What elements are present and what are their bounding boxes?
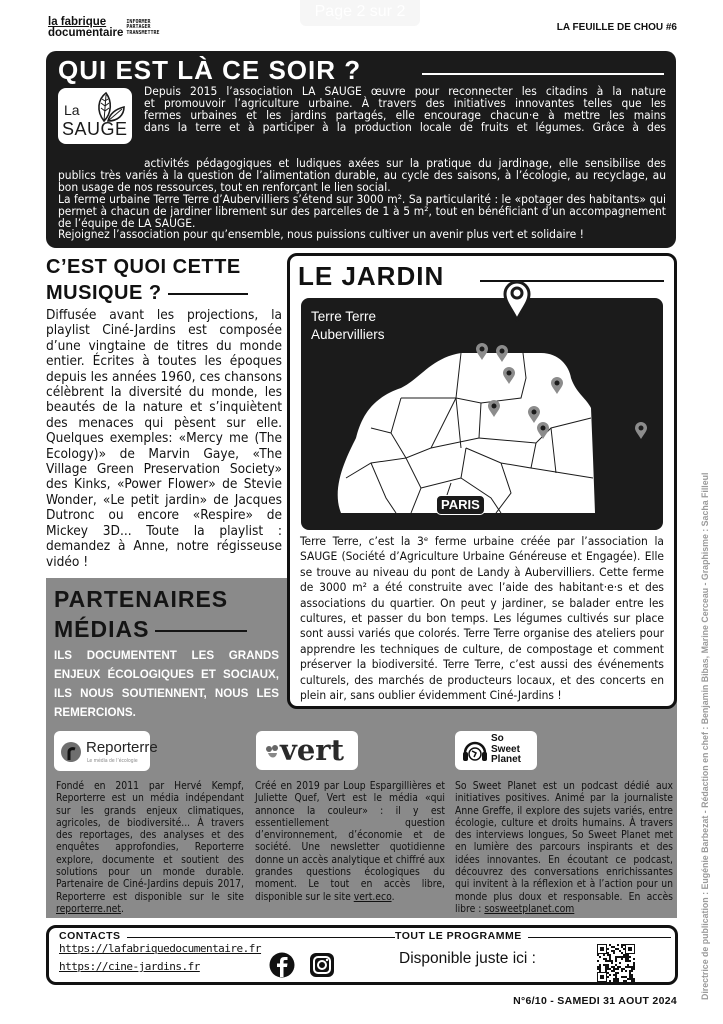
so-sweet-planet-link[interactable]: sosweetplanet.com <box>484 902 575 915</box>
reporterre-name: Reporterre <box>86 739 158 756</box>
map-label-line1: Terre Terre <box>311 309 377 324</box>
description-text: So Sweet Planet est un podcast dédié aux initiatives positives. Animé par la journaliste Anne Greffe, il explore des sujets variés, entre écologie, culture et droits humains. À travers des interviews longues, So Sweet Planet met en lumière des parcours inspirants et des idées innovantes. En écoutant ce podcast, découvrez des conversations enrichissantes qui invitent à la réflexion et à l’action pour un monde plus doux et responsable. En accès libre : <box>455 780 673 915</box>
description-text: Créé en 2019 par Loup Espargillières et Juliette Quef, Vert est le média «qui annonce la couleur» : il y est essentiellement question d’environnement, d’économie et de société. Une newsletter quotidienne donne un accès analytique et chiffré aux grandes questions écologiques du moment. Le tout en accès libre, disponible sur le site <box>255 780 445 903</box>
partners-title-line1: PARTENAIRES <box>54 586 229 612</box>
paragraph: publics très variés à la question de l’alimentation durable, au cycle des saisons, à l’écologie, au recyclage, au bon usage de nos ressources, tout en renforçant le lien social. <box>58 167 666 194</box>
credits-vertical: Directrice de publication : Eugénie Barbezat - Rédaction en chef : Benjamin Bibas, Marine Cerceau - Graphisme : Sacha Filleul <box>700 472 710 1000</box>
issue-title: LA FEUILLE DE CHOU #6 <box>556 22 677 33</box>
text-line: dans la terre et à participer à la production locale de fruits et légumes. Grâce à des <box>144 119 666 134</box>
programme-title: TOUT LE PROGRAMME <box>395 930 528 942</box>
title-rule <box>422 73 664 75</box>
reporterre-logo[interactable] <box>54 731 158 771</box>
map-pin-icon <box>488 400 500 417</box>
page-indicator: Page 2 sur 2 <box>300 0 420 26</box>
qui-intro <box>144 86 666 134</box>
title-rule <box>155 630 247 632</box>
vert-description <box>255 780 445 903</box>
reporterre-icon <box>60 741 82 763</box>
map-pin-icon <box>537 422 549 439</box>
location-pin-icon <box>503 280 531 322</box>
programme-text: Disponible juste ici : <box>399 950 536 967</box>
qui-body <box>58 158 666 241</box>
vert-name: vert <box>280 733 344 767</box>
facebook-icon[interactable] <box>269 952 295 978</box>
name-line: Planet <box>491 754 522 765</box>
music-section <box>46 254 282 570</box>
brand-logo <box>48 17 160 39</box>
so-sweet-planet-logo[interactable] <box>455 731 537 770</box>
brand-tag: TRANSMETTRE <box>126 29 160 36</box>
issue-date: N°6/10 - SAMEDI 31 AOUT 2024 <box>513 995 677 1007</box>
brand-line2: documentaire <box>48 27 124 39</box>
punctuation: . <box>391 890 395 903</box>
vert-link[interactable]: vert.eco <box>353 890 392 903</box>
partners-header <box>54 584 279 722</box>
qui-est-la-section <box>46 51 676 248</box>
music-text: Diffusée avant les projections, la playlist Ciné-Jardins est composée d’une vingtaine de titres du monde entier. Écrites à toutes les époques depuis les années 1960, ces chansons célèbrent la diversité du monde, les beautés de la nature et s’inquiètent des menaces qui pèsent sur elle. Quelques exemples: «Mercy me (The Ecology)» de Marvin Gaye, «The Village Green Preservation Society» des Kinks, «Power Flower» de Stevie Wonder, «Le petit jardin» de Jacques Dutronc ou encore «Respire» de Mickey 3D... Toute la playlist : demandez à Anne, notre régisseuse vidéo ! <box>46 307 282 570</box>
paragraph: Rejoignez l’association pour qu’ensemble, nous puissions cultiver un avenir plus vert et solidaire ! <box>58 227 584 242</box>
music-title-line2: MUSIQUE ? <box>46 282 162 304</box>
brand-tag: INFORMER <box>126 18 151 25</box>
contacts-bar <box>46 925 678 985</box>
jardin-title: LE JARDIN <box>298 261 445 291</box>
description-text: Fondé en 2011 par Hervé Kempf, Reporterre est un média indépendant sur les grands enjeux climatiques, agricoles, de biodiversité... À travers des reportages, des analyses et des enquêtes approfondies, Reporterre explore, documente et soutient des solutions pour un monde durable. Partenaire de Ciné-Jardins depuis 2017, Reporterre est disponible sur le site <box>56 780 244 903</box>
reporterre-description <box>56 780 244 915</box>
contacts-title: CONTACTS <box>59 930 127 942</box>
paris-map <box>301 298 663 530</box>
headphones-globe-icon <box>461 737 489 765</box>
map-city-badge: PARIS <box>436 495 485 515</box>
text-line: et promouvoir l’agriculture urbaine. À travers des initiatives innovantes telles que les <box>144 95 666 110</box>
music-title <box>46 254 282 306</box>
partners-title <box>54 584 279 644</box>
text-line: fermes urbaines et les jardins partagés, elle encourage chacun·e à mettre les mains <box>144 107 666 122</box>
map-pin-icon <box>528 406 540 423</box>
partners-subtitle: ILS DOCUMENTENT LES GRANDS ENJEUX ÉCOLOGIQUES ET SOCIAUX, ILS NOUS SOUTIENNENT, NOUS LES REMERCIONS. <box>54 649 279 719</box>
cine-jardins-link[interactable]: https://cine-jardins.fr <box>59 960 200 973</box>
music-title-line1: C’EST QUOI CETTE <box>46 256 241 278</box>
map-pin-icon <box>551 377 563 394</box>
logo-sauge: SAUGE <box>62 119 128 139</box>
paragraph: La ferme urbaine Terre Terre d’Aubervilliers s’étend sur 3000 m². Sa particularité : le «potager des habitants» qui permet à chacun de jardiner librement sur des parcelles de 1 à 5 m², tout en bénéficiant d’un accompagnement de l’équipe de LA SAUGE. <box>58 191 666 230</box>
vert-logo[interactable] <box>256 731 358 770</box>
qui-title: QUI EST LÀ CE SOIR ? <box>58 55 362 85</box>
reporterre-tagline: Le média de l’écologie <box>87 758 138 764</box>
name-line: Sweet <box>491 743 520 755</box>
jardin-card <box>287 253 677 709</box>
name-line: So <box>491 733 504 744</box>
vert-plant-icon <box>264 743 280 761</box>
map-label-line2: Aubervilliers <box>311 327 385 342</box>
punctuation: . <box>121 902 124 915</box>
logo-la: La <box>64 102 80 118</box>
so-sweet-planet-name <box>491 734 521 766</box>
reporterre-link[interactable]: reporterre.net <box>56 902 122 915</box>
title-rule <box>168 293 248 295</box>
map-pin-icon <box>503 367 515 384</box>
title-rule <box>109 937 401 938</box>
text-line: Depuis 2015 l’association LA SAUGE œuvre pour reconnecter les citadins à la nature <box>144 84 666 98</box>
fabrique-link[interactable]: https://lafabriquedocumentaire.fr <box>59 942 262 955</box>
la-sauge-logo <box>58 88 132 144</box>
map-pin-icon <box>635 422 647 439</box>
map-pin-icon <box>496 345 508 362</box>
brand-line1: la fabrique <box>48 16 107 28</box>
text-line: activités pédagogiques et ludiques axées sur la pratique du jardinage, elle sensibilise des <box>144 156 666 170</box>
partners-title-line2: MÉDIAS <box>54 616 150 642</box>
brand-tag: PARTAGER <box>126 24 151 31</box>
map-pin-icon <box>476 343 488 360</box>
so-sweet-planet-description <box>455 780 673 915</box>
instagram-icon[interactable] <box>309 952 335 978</box>
qr-code-icon[interactable] <box>597 944 635 982</box>
jardin-text: Terre Terre, c’est la 3ᵉ ferme urbaine créée par l’association la SAUGE (Société d’Agriculture Urbaine Généreuse et Engagée). Elle se trouve au niveau du pont de Landy à Aubervilliers. Cette ferme de 3000 m² a été construite avec l’aide des habitant·e·s et des associations du quartier. On peut y jardiner, se balader entre les cultures, et passer du bon temps. Les légumes cultivés sur place sont aussi variés que colorés. Terre Terre organise des ateliers pour apprendre les techniques de culture, de compostage et comment préserver la biodiversité. Terre Terre, c’est aussi des événements culturels, des marchés de producteurs locaux, et des concerts en plein air, sans oublier évidemment Ciné-Jardins ! <box>300 534 664 703</box>
